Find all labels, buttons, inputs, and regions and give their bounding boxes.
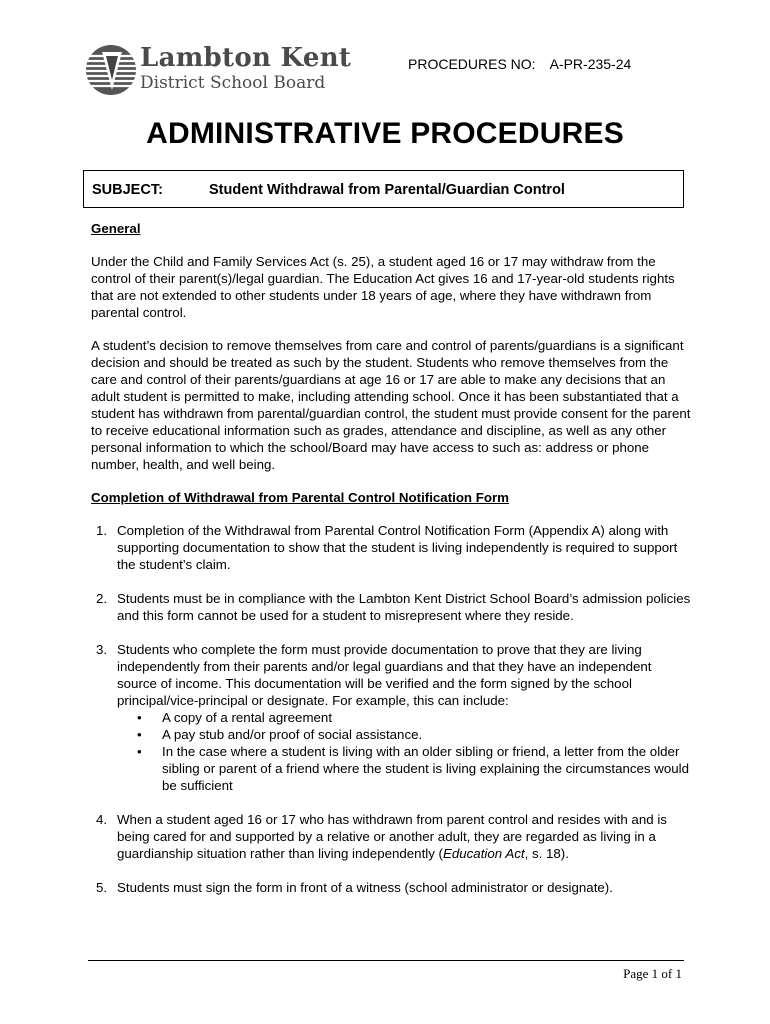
list-number: 2. (96, 591, 108, 606)
list-number: 5. (96, 880, 108, 895)
completion-heading: Completion of Withdrawal from Parental Control Notification Form (91, 490, 509, 505)
general-paragraph-1: Under the Child and Family Services Act (s. 25), a student aged 16 or 17 may withdraw from the control of their parent(s)/legal guardian. The Education Act gives 16 and 17-year-old students rights that are not extended to other students under 18 years of age, where they have withdrawn from parental control. (91, 254, 675, 320)
page-title: ADMINISTRATIVE PROCEDURES (146, 117, 624, 150)
logo-line-2: District School Board (140, 73, 326, 93)
list-item (91, 590, 691, 624)
list-text: Students who complete the form must provide documentation to prove that they are living independently from their parents and/or legal guardians and that they have an independent source of income. This documentation will be verified and the form signed by the school principal/vice-principal or designate. For example, this can include: (117, 642, 652, 708)
logo-line-1: Lambton Kent (140, 43, 352, 73)
list-number: 3. (96, 642, 108, 657)
list-text (117, 812, 667, 861)
list-text: Completion of the Withdrawal from Parental Control Notification Form (Appendix A) along with supporting documentation to show that the student is living independently is required to support the student’s claim. (117, 523, 678, 572)
board-logo (84, 42, 352, 98)
list-text-part: When a student aged 16 or 17 who has withdrawn from parent control and resides with and is being cared for and supported by a relative or another adult, they are regarded as living in a guardianship situation rather than living independently ( (117, 812, 667, 861)
bullet-text: In the case where a student is living with an older sibling or friend, a letter from the older sibling or parent of a friend where the student is living explaining the circumstances would be sufficient (162, 744, 689, 793)
subject-box (83, 170, 684, 208)
bullet-item (137, 726, 691, 743)
bullet-icon: • (137, 744, 142, 759)
procedures-number (408, 56, 631, 72)
footer-divider (88, 960, 684, 961)
document-body (91, 220, 691, 913)
list-item (91, 879, 691, 896)
list-item (91, 641, 691, 794)
completion-steps (91, 522, 691, 896)
procedures-value: A-PR-235-24 (549, 56, 632, 72)
bullet-text: A pay stub and/or proof of social assistance. (162, 727, 423, 742)
list-number: 1. (96, 523, 108, 538)
list-item (91, 811, 691, 862)
list-number: 4. (96, 812, 108, 827)
subject-value: Student Withdrawal from Parental/Guardian Control (209, 182, 565, 198)
list-item (91, 522, 691, 573)
list-text-part: , s. 18). (524, 846, 569, 861)
subject-label: SUBJECT: (92, 182, 163, 198)
bullet-item (137, 743, 691, 794)
documentation-bullets (117, 709, 691, 794)
procedures-label: PROCEDURES NO: (408, 56, 536, 72)
lambton-kent-logo-icon (84, 42, 140, 98)
page-number: Page 1 of 1 (623, 966, 682, 981)
list-text: Students must be in compliance with the Lambton Kent District School Board’s admission policies and this form cannot be used for a student to misrepresent where they reside. (117, 591, 691, 623)
general-paragraph-2: A student’s decision to remove themselves from care and control of parents/guardians is a significant decision and should be treated as such by the student. Students who remove themselves from the care and control of their parents/guardians at age 16 or 17 are able to make any decisions that an adult student is permitted to make, including attending school. Once it has been substantiated that a student has withdrawn from parental/guardian control, the student must provide consent for the parent to receive educational information such as grades, attendance and discipline, as well as any other personal information to which the school/Board may have access to such as: address or phone number, health, and well being. (91, 338, 691, 472)
bullet-icon: • (137, 727, 142, 742)
bullet-item (137, 709, 691, 726)
bullet-text: A copy of a rental agreement (162, 710, 333, 725)
list-text: Students must sign the form in front of a witness (school administrator or designate). (117, 880, 613, 895)
bullet-icon: • (137, 710, 142, 725)
general-heading: General (91, 221, 141, 236)
act-name: Education Act (443, 846, 525, 861)
